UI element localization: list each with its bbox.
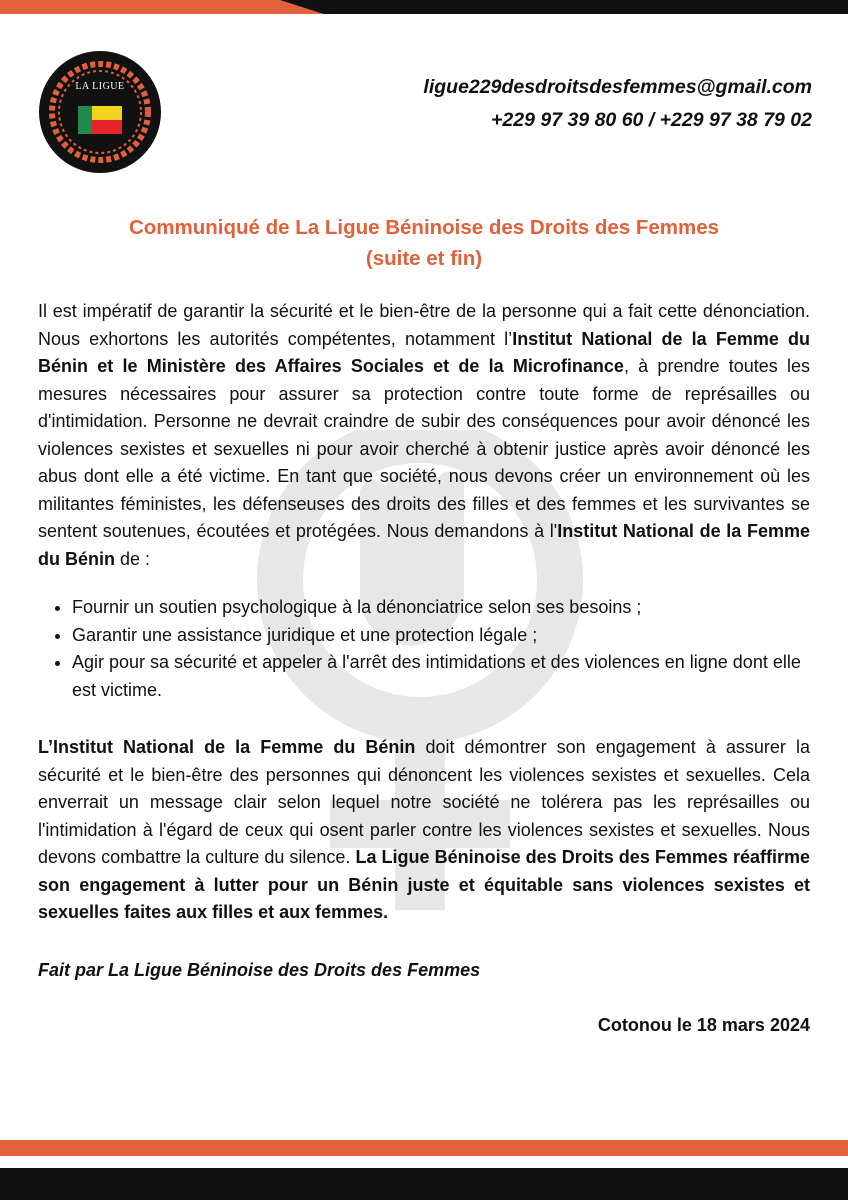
paragraph-1-bold-2: Institut National de la Femme du Bénin: [38, 521, 810, 569]
list-item: • Agir pour sa sécurité et appeler à l'arrêt des intimidations et des violences en ligne dont elle est victime.: [72, 649, 810, 704]
paragraph-1-text-3: de :: [115, 548, 151, 569]
contact-phones: +229 97 39 80 60 / +229 97 38 79 02: [491, 109, 812, 131]
paragraph-1-bold-1: Institut National de la Femme du Bénin et le Ministère des Affaires Sociales et de la Microfinance: [38, 328, 811, 376]
paragraph-1: [38, 298, 810, 573]
logo-text: LA LIGUE: [75, 81, 125, 92]
title-line-2: (suite et fin): [365, 247, 483, 270]
top-decorative-band: [0, 0, 848, 16]
paragraph-1-text-1: Il est impératif de garantir la sécurité et le bien-être de la personne qui a fait cette dénonciation. Nous exhortons les autorités compétentes, notamment l’: [38, 301, 810, 349]
paragraph-1-text-2: , à prendre toutes les mesures nécessaires pour assurer sa protection contre toute forme de représailles ou d'intimidation. Personne ne devrait craindre de subir des conséquences pour avoir dénoncé les violences sexistes et sexuelles ni pour avoir cherché à obtenir justice après avoir dénoncé les abus dont elle a été victime. En tant que société, nous devons créer un environnement où les militantes féministes, les défenseuses des droits des filles et des femmes et les survivantes se sentent soutenues, écoutées et protégées. Nous demandons à l': [38, 356, 811, 541]
contact-email[interactable]: ligue229desdroitsdesfemmes@gmail.com: [423, 76, 812, 98]
paragraph-2-bold-2: La Ligue Béninoise des Droits des Femmes réaffirme son engagement à lutter pour un Bénin juste et équitable sans violences sexistes et sexuelles faites aux filles et aux femmes.: [38, 847, 811, 922]
la-ligue-logo: [38, 50, 162, 174]
bottom-black-stripe: [0, 1168, 848, 1200]
communique-body: [38, 298, 810, 1040]
page-title: [38, 212, 810, 274]
contact-block: [423, 71, 812, 137]
place-date: Cotonou le 18 mars 2024: [597, 1015, 810, 1035]
bottom-decorative-band: [0, 1140, 848, 1200]
title-line-1: Communiqué de La Ligue Béninoise des Droits des Femmes: [128, 216, 720, 239]
bottom-orange-stripe: [0, 1140, 848, 1156]
demands-list: [38, 594, 810, 704]
list-item: • Garantir une assistance juridique et une protection légale ;: [72, 622, 810, 650]
signature: Fait par La Ligue Béninoise des Droits des Femmes: [38, 959, 481, 980]
logo-emblem-icon: [38, 50, 162, 174]
paragraph-2-bold-1: L’Institut National de la Femme du Bénin: [38, 737, 416, 757]
paragraph-2: [38, 734, 810, 927]
paragraph-2-text-1: doit démontrer son engagement à assurer la sécurité et le bien-être des personnes qui dénoncent les violences sexistes et sexuelles. Cela enverrait un message clair selon lequel notre société ne tolérera pas les représailles ou l'intimidation à l'égard de ceux qui osent parler contre les violences sexistes et sexuelles. Nous devons combattre la culture du silence.: [38, 737, 810, 867]
list-item: • Fournir un soutien psychologique à la dénonciatrice selon ses besoins ;: [72, 594, 810, 622]
